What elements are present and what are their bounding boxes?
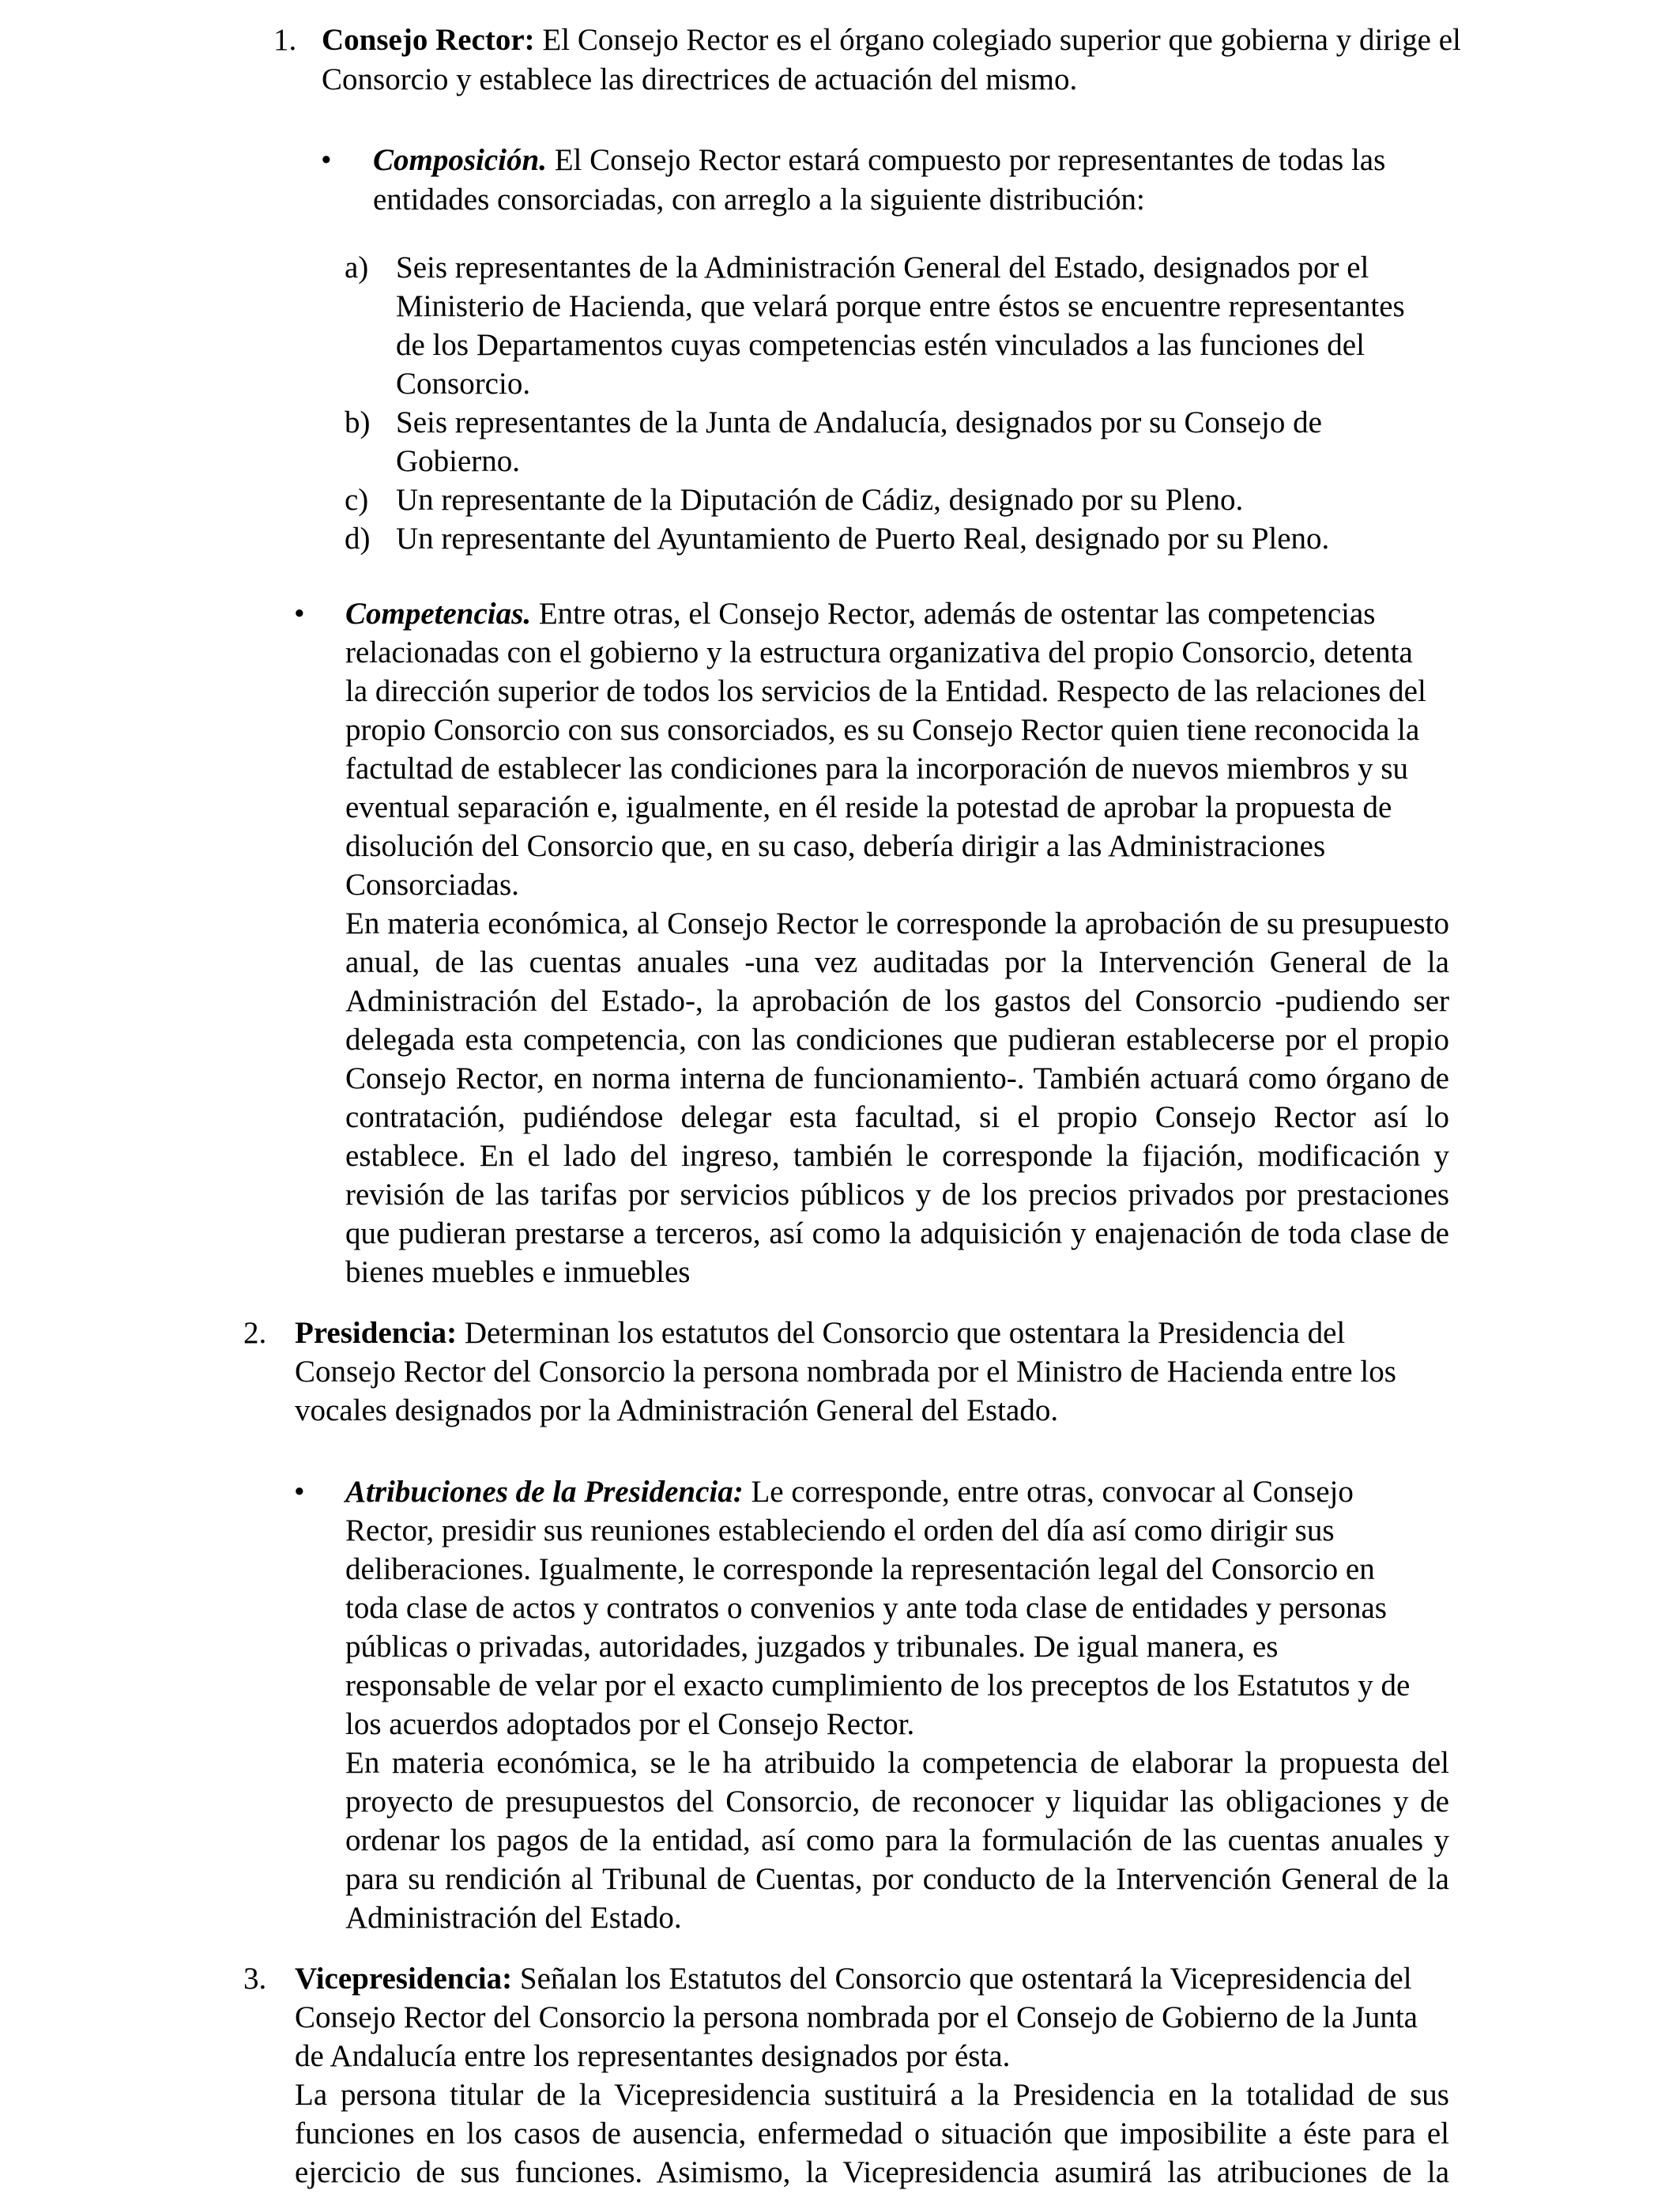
- competencias-economic-line-8: revisión de las tarifas por servicios públicos y de los precios privados por prestaciones: [345, 1178, 1449, 1212]
- composicion-line-2: entidades consorciadas, con arreglo a la siguiente distribución:: [373, 183, 1145, 217]
- section-2-number: 2.: [243, 1316, 267, 1350]
- competencias-line-5: factultad de establecer las condiciones para la incorporación de nuevos miembros y su: [345, 752, 1409, 786]
- section-2-line-3: vocales designados por la Administración General del Estado.: [295, 1393, 1059, 1427]
- atribuciones-economic-line-4: para su rendición al Tribunal de Cuentas, por conducto de la Intervención General de la: [345, 1862, 1449, 1896]
- section-1-line-2: Consorcio y establece las directrices de actuación del mismo.: [322, 62, 1078, 96]
- competencias-line-6: eventual separación e, igualmente, en él reside la potestad de aprobar la propuesta de: [345, 790, 1392, 824]
- item-b-line-1: Seis representantes de la Junta de Andalucía, designados por su Consejo de: [396, 405, 1322, 439]
- section-3-heading: Vicepresidencia:: [295, 1962, 513, 1996]
- atribuciones-line-5: públicas o privadas, autoridades, juzgados y tribunales. De igual manera, es: [345, 1630, 1279, 1664]
- atribuciones-line-2: Rector, presidir sus reuniones estableciendo el orden del día así como dirigir sus: [345, 1514, 1335, 1547]
- competencias-line-7: disolución del Consorcio que, en su caso, debería dirigir a las Administraciones: [345, 829, 1326, 863]
- composicion-line-1: Composición. El Consejo Rector estará compuesto por representantes de todas las: [373, 143, 1386, 177]
- section-3-more-line-3: ejercicio de sus funciones. Asimismo, la Vicepresidencia asumirá las atribuciones de la: [295, 2155, 1449, 2189]
- bullet-atribuciones: •: [294, 1475, 305, 1509]
- atribuciones-economic-line-2: proyecto de presupuestos del Consorcio, de reconocer y liquidar las obligaciones y de: [345, 1785, 1449, 1819]
- section-3-line-3: de Andalucía entre los representantes designados por ésta.: [295, 2039, 1011, 2073]
- competencias-heading: Competencias.: [345, 597, 532, 631]
- composicion-heading: Composición.: [373, 143, 547, 177]
- atribuciones-line-7: los acuerdos adoptados por el Consejo Rector.: [345, 1707, 915, 1741]
- atribuciones-economic-line-3: ordenar los pagos de la entidad, así como para la formulación de las cuentas anuales y: [345, 1823, 1449, 1857]
- section-3-number: 3.: [243, 1962, 267, 1996]
- competencias-economic-line-1: En materia económica, al Consejo Rector le corresponde la aprobación de su presupuesto: [345, 907, 1449, 941]
- competencias-economic-line-10: bienes muebles e inmuebles: [345, 1255, 691, 1289]
- item-a-line-4: Consorcio.: [396, 367, 531, 401]
- competencias-line-2: relacionadas con el gobierno y la estructura organizativa del propio Consorcio, detenta: [345, 635, 1413, 669]
- section-1-heading: Consejo Rector:: [322, 23, 535, 57]
- item-d-label: d): [345, 522, 371, 556]
- competencias-economic-line-6: contratación, pudiéndose delegar esta facultad, si el propio Consejo Rector así lo: [345, 1100, 1449, 1134]
- competencias-economic-line-2: anual, de las cuentas anuales -una vez auditadas por la Intervención General de la: [345, 945, 1449, 979]
- section-1-line-1: Consejo Rector: El Consejo Rector es el órgano colegiado superior que gobierna y dirige el: [322, 23, 1461, 57]
- competencias-line-8: Consorciadas.: [345, 868, 519, 902]
- bullet-composicion: •: [321, 143, 332, 177]
- item-b-line-2: Gobierno.: [396, 444, 521, 478]
- section-3-line-1: Vicepresidencia: Señalan los Estatutos del Consorcio que ostentará la Vicepresidencia del: [295, 1962, 1412, 1996]
- item-a-line-1: Seis representantes de la Administración General del Estado, designados por el: [396, 251, 1369, 285]
- competencias-economic-line-3: Administración del Estado-, la aprobación de los gastos del Consorcio -pudiendo ser: [345, 984, 1449, 1018]
- section-1-number: 1.: [273, 23, 297, 57]
- competencias-economic-line-4: delegada esta competencia, con las condiciones que pudieran establecerse por el propio: [345, 1023, 1449, 1057]
- item-c-label: c): [345, 483, 369, 517]
- section-3-more-line-2: funciones en los casos de ausencia, enfermedad o situación que imposibilite a éste para el: [295, 2117, 1449, 2151]
- section-2-heading: Presidencia:: [295, 1316, 458, 1350]
- item-d-line-1: Un representante del Ayuntamiento de Puerto Real, designado por su Pleno.: [396, 522, 1330, 556]
- atribuciones-line-3: deliberaciones. Igualmente, le corresponde la representación legal del Consorcio en: [345, 1552, 1375, 1586]
- section-3-line-2: Consejo Rector del Consorcio la persona nombrada por el Consejo de Gobierno de la Junta: [295, 2000, 1418, 2034]
- section-3-more-line-1: La persona titular de la Vicepresidencia sustituirá a la Presidencia en la totalidad de sus: [295, 2078, 1449, 2112]
- atribuciones-economic-line-1: En materia económica, se le ha atribuido la competencia de elaborar la propuesta del: [345, 1746, 1449, 1780]
- section-2-line-1: Presidencia: Determinan los estatutos del Consorcio que ostentara la Presidencia del: [295, 1316, 1346, 1350]
- competencias-line-4: propio Consorcio con sus consorciados, es su Consejo Rector quien tiene reconocida la: [345, 713, 1420, 747]
- section-2-line-2: Consejo Rector del Consorcio la persona nombrada por el Ministro de Hacienda entre los: [295, 1355, 1396, 1389]
- atribuciones-line-6: responsable de velar por el exacto cumplimiento de los preceptos de los Estatutos y de: [345, 1668, 1411, 1702]
- atribuciones-line-1: Atribuciones de la Presidencia: Le corresponde, entre otras, convocar al Consejo: [345, 1475, 1354, 1509]
- atribuciones-economic-line-5: Administración del Estado.: [345, 1901, 682, 1935]
- competencias-economic-line-9: que pudieran prestarse a terceros, así como la adquisición y enajenación de toda clase de: [345, 1216, 1449, 1250]
- atribuciones-line-4: toda clase de actos y contratos o convenios y ante toda clase de entidades y personas: [345, 1591, 1387, 1625]
- item-b-label: b): [345, 405, 371, 439]
- item-a-line-3: de los Departamentos cuyas competencias estén vinculados a las funciones del: [396, 328, 1365, 362]
- competencias-line-3: la dirección superior de todos los servicios de la Entidad. Respecto de las relaciones del: [345, 674, 1426, 708]
- bullet-competencias: •: [294, 597, 305, 631]
- atribuciones-heading: Atribuciones de la Presidencia:: [345, 1475, 744, 1509]
- item-c-line-1: Un representante de la Diputación de Cádiz, designado por su Pleno.: [396, 483, 1244, 517]
- item-a-line-2: Ministerio de Hacienda, que velará porque entre éstos se encuentre representantes: [396, 289, 1405, 323]
- competencias-economic-line-5: Consejo Rector, en norma interna de funcionamiento-. También actuará como órgano de: [345, 1061, 1449, 1095]
- competencias-line-1: Competencias. Entre otras, el Consejo Rector, además de ostentar las competencias: [345, 597, 1376, 631]
- competencias-economic-line-7: establece. En el lado del ingreso, también le corresponde la fijación, modificación y: [345, 1139, 1449, 1173]
- item-a-label: a): [345, 251, 369, 285]
